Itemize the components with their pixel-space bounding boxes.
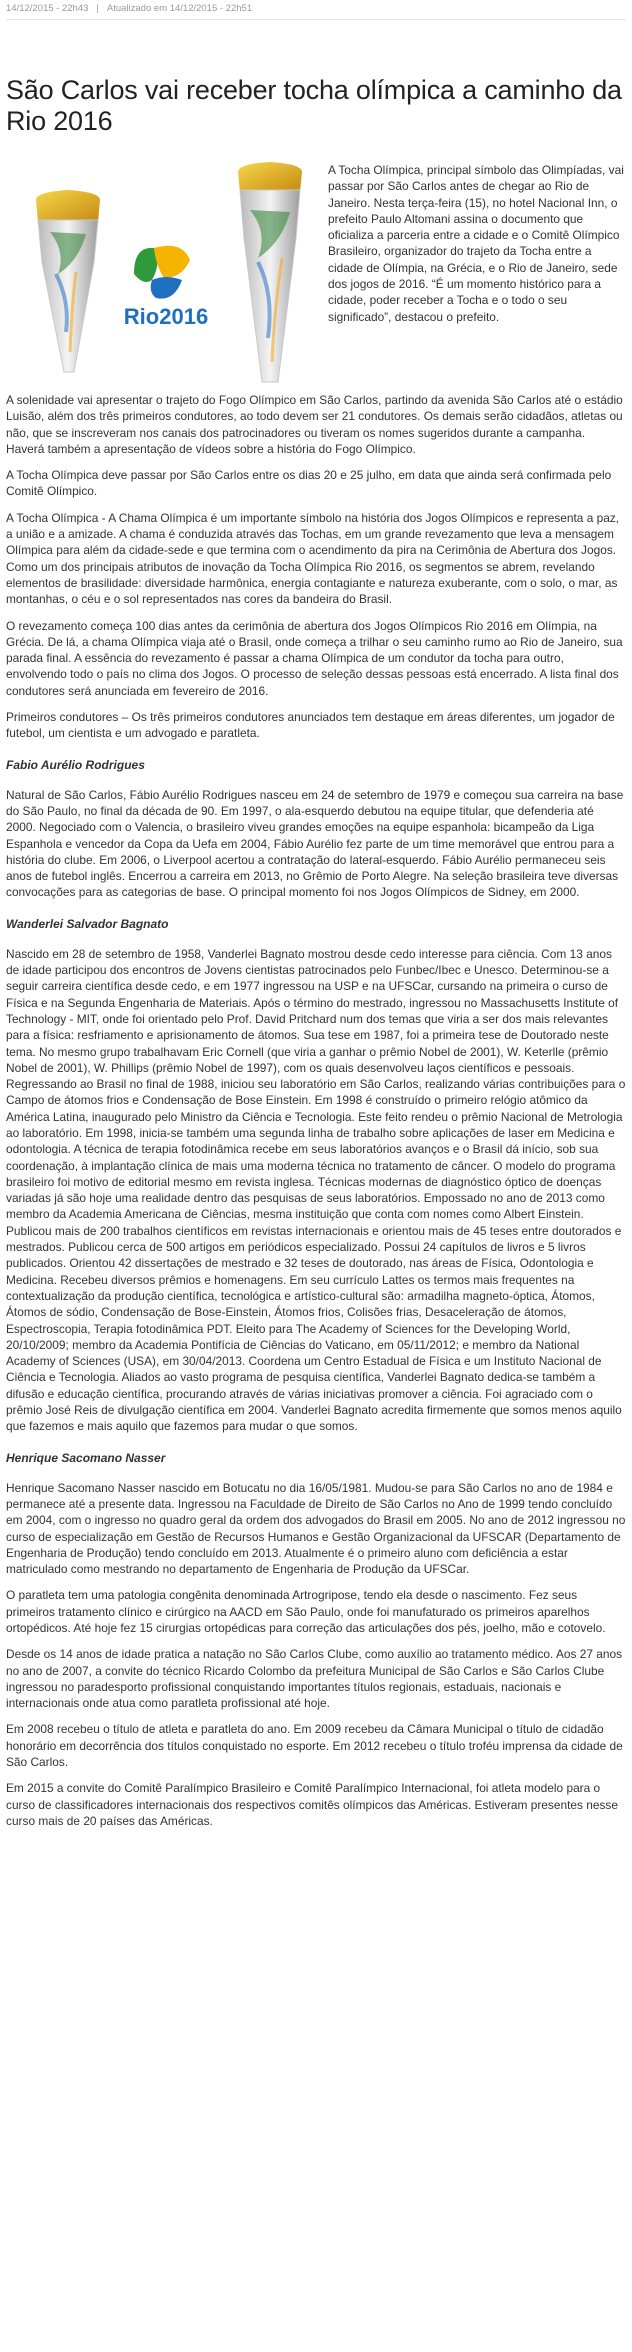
heading-fabio: Fabio Aurélio Rodrigues bbox=[6, 757, 145, 772]
paragraph-henrique-2: O paratleta tem uma patologia congênita denominada Artrogripose, tendo ela desde o nascimento. Fez seus primeiros tratamento clínico e cirúrgico na AACD em São Paulo, onde foi manufaturado os primeiros aparelhos ortopédicos. Até hoje fez 15 cirurgias ortopédicas para correção das articulações dos pés, joelho, mão e cotovelo. bbox=[6, 1588, 606, 1635]
paragraph-henrique-1: Henrique Sacomano Nasser nascido em Botucatu no dia 16/05/1981. Mudou-se para São Carlos no ano de 1984 e permanece até a presente data. Ingressou na Faculdade de Direito de São Carlos no Ano de 1999 tendo concluído em 2004, com o ingresso no quadro geral da ordem dos advogados do Brasil em 2005. No ano de 2012 ingressou no curso de especialização em Gestão de Recursos Humanos e Gestão Organizacional da UFSCAR (Departamento de Engenharia de Produção) tendo concluído em 2013. Atualmente é o primeiro aluno com deficiência a estar matriculado como mestrando no departamento de Engenharia de Produção da UFSCar. bbox=[6, 1480, 626, 1577]
paragraph-ceremony: A solenidade vai apresentar o trajeto do Fogo Olímpico em São Carlos, partindo da avenida São Carlos até o estádio Luisão, além dos três primeiros condutores, ao todo devem ser 21 condutores. Os demais serão cidadãos, atletas ou não, que se inscreveram nos canais dos patrocinadores ou tiveram os nomes sugeridos durante a campanha. Haverá também a apresentação de vídeos sobre a história do Fogo Olímpico. bbox=[6, 393, 623, 456]
olympic-torch-illustration bbox=[6, 162, 328, 392]
article-meta bbox=[6, 0, 626, 20]
meta-separator: | bbox=[96, 3, 99, 14]
paragraph-vanderlei: Nascido em 28 de setembro de 1958, Vanderlei Bagnato mostrou desde cedo interesse para ciência. Com 13 anos de idade participou dos encontros de Jovens cientistas patrocinados pelo Funbec/Ibec e Unesco. Determinou-se a seguir carreira científica desde cedo, e em 1977 ingressou na USP e na UFSCar, cursando na primeira o curso de Física e na Segunda Engenharia de Materiais. Após o término do mestrado, ingressou no Massachusetts Institute of Technology - MIT, onde foi orientado pelo Prof. David Pritchard num dos temas que viria a ser dos mais relevantes para a física: resfriamento e aprisionamento de átomos. Sua tese em 1987, foi a primeira tese de Doutorado neste tema. No mesmo grupo trabalhavam Eric Cornell (que viria a ganhar o prêmio Nobel de 2001), W. Keterlle (prêmio Nobel de 2001), W. Phillips (prêmio Nobel de 1997), com os quais desenvolveu laços científicos e pessoais. Regressando ao Brasil no final de 1988, iniciou seu laboratório em São Carlos, realizando várias contribuições para o Campo de átomos frios e Condensação de Bose Einstein. Em 1998 é construído o primeiro relógio atômico da América Latina, inaugurado pelo Ministro da Ciência e Tecnologia. Este feito rendeu o prêmio Nacional de Metrologia ao laboratório. Em 1998, inicia-se também uma segunda linha de trabalho sobre aplicações de laser em Medicina e odontologia. A técnica de terapia fotodinâmica recebe em seus laboratórios avanços e o Brasil dá início, sob sua coordenação, à implantação clínica de mais uma moderna técnica no tratamento de câncer. O modelo do programa brasileiro foi motivo de editorial mesmo em revista inglesa. Técnicas modernas de diagnóstico óptico de doenças variadas já são hoje uma realidade dentro das pesquisas de seus laboratórios. Empossado no ano de 2013 como membro da Academia Americana de Ciências, mesma instituição que conta com nomes como Albert Einstein. Publicou mais de 200 trabalhos científicos em revistas internacionais e orientou mais de 45 teses entre doutorados e mestrados. Publicou cerca de 500 artigos em periódicos especializado. Possui 24 capítulos de livros e 5 livros publicados. Orientou 42 dissertações de mestrado e 32 teses de doutorado, nas áreas de Física, Odontologia e Medicina. Recebeu diversos prêmios e homenagens. Em seu currículo Lattes os termos mais frequentes na contextualização da produção científica, tecnológica e artístico-cultural são: armadilha magneto-óptica, Átomos, Átomos de sódio, Condensação de Bose-Einstein, Átomos frios, Colisões frias, Desaceleração de átomos, Espectroscopia, Terapia fotodinâmica PDT. Eleito para The Academy of Sciences for the Developing World, 20/10/2009; membro da Academia Pontifícia de Ciências do Vaticano, em 05/11/2012; e membro da National Academy of Sciences (USA), em 30/04/2013. Coordena um Centro Estadual de Física e um Instituto Nacional de Ciência e Tecnologia. Aliados ao vasto programa de pesquisa científica, Vanderlei Bagnato dedica-se também a difusão e educação científica, procurando através de várias iniciativas promover a ciência. Foi agraciado com o prêmio José Reis de divulgação científica em 2004. Vanderlei Bagnato acredita firmemente que somos menos aquilo que fazemos e mais aquilo que fazemos para mudar o que somos. bbox=[6, 946, 626, 1434]
article-body bbox=[6, 162, 626, 1829]
article-page bbox=[6, 0, 626, 1829]
published-date: 14/12/2015 - 22h43 bbox=[6, 3, 89, 14]
rio2016-logo bbox=[124, 246, 208, 329]
paragraph-fabio: Natural de São Carlos, Fábio Aurélio Rodrigues nasceu em 24 de setembro de 1979 e começou sua carreira na base do São Paulo, no final da década de 90. Em 1997, o ala-esquerdo debutou na equipe titular, que defenderia até 2000. Negociado com o Valencia, o brasileiro viveu grandes emoções na equipe espanhola: bicampeão da Liga Espanhola e vencedor da Copa da Uefa em 2004, Fábio Aurélio fez parte de um time memorável que entrou para a história do clube. Em 2006, o Liverpool acertou a contratação do lateral-esquerdo. Fábio Aurélio permaneceu seis anos de futebol inglês. Encerrou a carreira em 2013, no Grêmio de Porto Alegre. Na seleção brasileira teve diversas convocações para as categorias de base. O principal momento foi nos Jogos Olímpicos de Sidney, em 2000. bbox=[6, 787, 624, 900]
updated-date: Atualizado em 14/12/2015 - 22h51 bbox=[106, 3, 253, 14]
paragraph-first-carriers: Primeiros condutores – Os três primeiros condutores anunciados tem destaque em áreas diferentes, um jogador de futebol, um cientista e um advogado e paratleta. bbox=[6, 710, 615, 741]
intro-paragraph: A Tocha Olímpica, principal símbolo das Olimpíadas, vai passar por São Carlos antes de chegar ao Rio de Janeiro. Nesta terça-feira (15), no hotel Nacional Inn, o prefeito Paulo Altomani assina o documento que oficializa a parceria entre a cidade e o Comitê Olímpico Brasileiro, organizador do trajeto da Tocha entre a cidade de Olímpia, na Grécia, e o Rio de Janeiro, sede dos jogos de 2016. “É um momento histórico para a cidade, poder receber a Tocha e o todo o seu significado”, destacou o prefeito. bbox=[328, 163, 624, 324]
right-torch bbox=[238, 162, 302, 382]
paragraph-relay: O revezamento começa 100 dias antes da cerimônia de abertura dos Jogos Olímpicos Rio 2016 em Olímpia, na Grécia. De lá, a chama Olímpica viaja até o Brasil, onde começa a trilhar o seu caminho rumo ao Rio de Janeiro, sua parada final. A essência do revezamento é passar a chama Olímpica de um condutor da tocha para outro, envolvendo todo o país no clima dos Jogos. O processo de seleção dessas pessoas está encerrado. A lista final dos condutores será anunciada em fevereiro de 2016. bbox=[6, 618, 623, 698]
article-title: São Carlos vai receber tocha olímpica a caminho da Rio 2016 bbox=[6, 75, 622, 136]
heading-henrique: Henrique Sacomano Nasser bbox=[6, 1450, 166, 1465]
heading-vanderlei: Wanderlei Salvador Bagnato bbox=[6, 916, 169, 931]
paragraph-torch: A Tocha Olímpica - A Chama Olímpica é um importante símbolo na história dos Jogos Olímpicos e representa a paz, a união e a amizade. A chama é conduzida através das Tochas, em um grande revezamento que leva a mensagem Olímpica para além da cidade-sede e que termina com o acendimento da pira na Cerimônia de Abertura dos Jogos. Como um dos principais atributos de inovação da Tocha Olímpica Rio 2016, os segmentos se abrem, revelando elementos de brasilidade: diversidade harmônica, energia contagiante e natureza exuberante, com o solo, o mar, as montanhas, o céu e o sol representados nas cores da bandeira do Brasil. bbox=[6, 510, 620, 607]
paragraph-henrique-5: Em 2015 a convite do Comitê Paralímpico Brasileiro e Comitê Paralímpico Internacional, foi atleta modelo para o curso de classificadores internacionais dos respectivos comitês olímpicos das Américas. Estiveram presentes nesse curso mais de 20 países das Américas. bbox=[6, 1781, 618, 1828]
left-torch bbox=[36, 190, 100, 372]
logo-text: Rio2016 bbox=[123, 304, 209, 329]
paragraph-henrique-3: Desde os 14 anos de idade pratica a natação no São Carlos Clube, como auxílio ao tratamento médico. Aos 27 anos no ano de 2007, a convite do técnico Ricardo Colombo da prefeitura Municipal de São Carlos e São Carlos Clube ingressou no paradesporto profissional conquistando importantes títulos regionais, estaduais, nacionais e internacionais onde atua como paratleta profissional até hoje. bbox=[6, 1647, 623, 1711]
paragraph-henrique-4: Em 2008 recebeu o título de atleta e paratleta do ano. Em 2009 recebeu da Câmara Municipal o título de cidadão honorário em decorrência dos títulos conquistado no esporte. Em 2012 recebeu o título troféu imprensa da cidade de São Carlos. bbox=[6, 1722, 623, 1770]
paragraph-dates: A Tocha Olímpica deve passar por São Carlos entre os dias 20 e 25 julho, em data que ainda será confirmada pelo Comitê Olímpico. bbox=[6, 468, 612, 499]
torch-image bbox=[6, 162, 328, 392]
